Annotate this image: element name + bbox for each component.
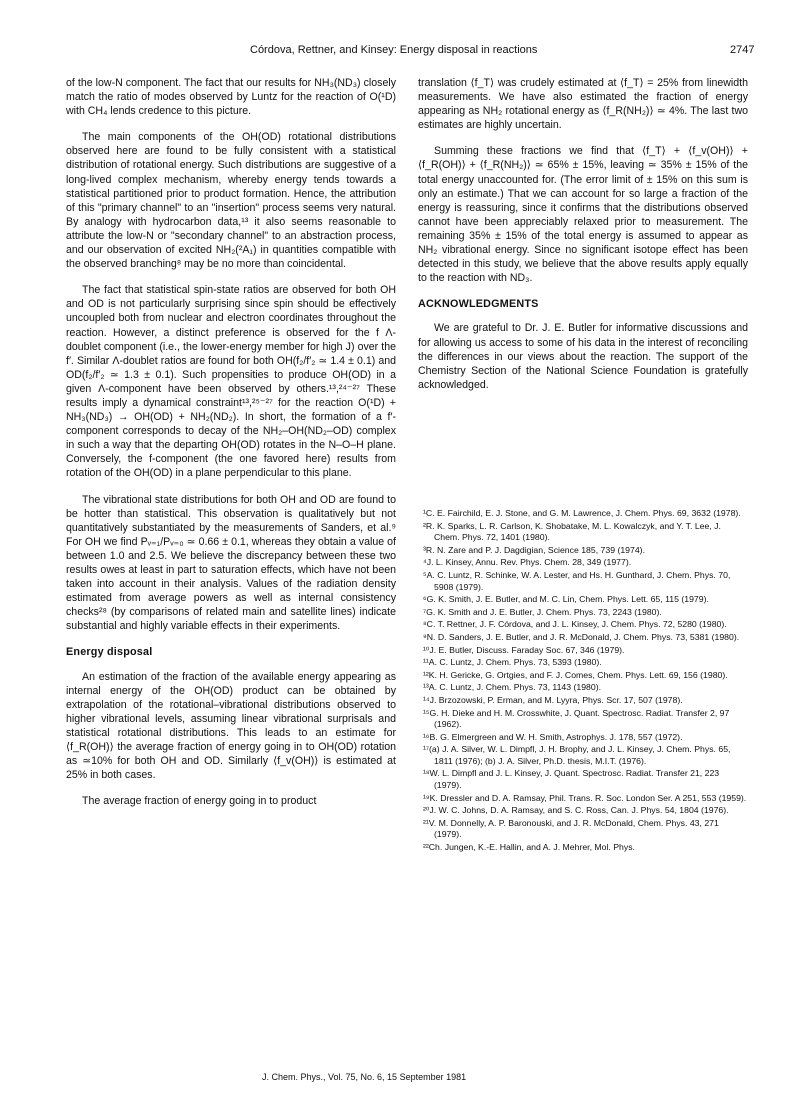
paragraph: The average fraction of energy going in to product (82, 795, 317, 808)
reference-item: ²⁰J. W. C. Johns, D. A. Ramsay, and S. C. Ross, Can. J. Phys. 54, 1804 (1976). (423, 805, 729, 816)
reference-item: ⁹N. D. Sanders, J. E. Butler, and J. R. McDonald, J. Chem. Phys. 73, 5381 (1980). (423, 631, 740, 642)
left-column (66, 76, 396, 820)
reference-item: ¹C. E. Fairchild, E. J. Stone, and G. M. Lawrence, J. Chem. Phys. 69, 3632 (1978). (423, 508, 741, 518)
reference-list (418, 508, 748, 855)
reference-item: ¹⁹K. Dressler and D. A. Ramsay, Phil. Trans. R. Soc. London Ser. A 251, 553 (1959). (423, 792, 747, 803)
running-head: Córdova, Rettner, and Kinsey: Energy disposal in reactions (250, 44, 538, 56)
reference-item: ⁶G. K. Smith, J. E. Butler, and M. C. Lin, Chem. Phys. Lett. 65, 115 (1979). (423, 594, 709, 605)
reference-item: ⁸C. T. Rettner, J. F. Córdova, and J. L. Kinsey, J. Chem. Phys. 72, 5280 (1980). (423, 619, 727, 630)
reference-item: ⁴J. L. Kinsey, Annu. Rev. Phys. Chem. 28, 349 (1977). (423, 557, 632, 568)
reference-item: ¹⁴J. Brzozowski, P. Erman, and M. Lyyra, Phys. Scr. 17, 507 (1978). (423, 694, 683, 705)
page-number: 2747 (730, 44, 755, 56)
section-heading: Energy disposal (66, 646, 153, 659)
reference-item: ¹⁷(a) J. A. Silver, W. L. Dimpfl, J. H. Brophy, and J. L. Kinsey, J. Chem. Phys. 65, 1811 (1976); (b) J. A. Silver, Ph.D. thesis, M.I.T. (1976). (423, 744, 731, 766)
paragraph: The main components of the OH(OD) rotational distributions observed here are found to be fully consistent with a statistical distribution of rotational energy. Such distributions are suggestive of a long-lived complex mechanism, whereby energy tends towards a statistical partitioned prior to product formation. Hence, the attribution of this "primary channel" to an "insertion" process seems very natural. By analogy with hydrocarbon data,¹³ it also seems reasonable to attribute the low-N or "secondary channel" to an abstraction process, and our observation of excited NH₂(²A₁) in quantities compatible with the observed branching⁸ may be no more than coincidental. (66, 131, 396, 271)
reference-item: ⁵A. C. Luntz, R. Schinke, W. A. Lester, and Hs. H. Gunthard, J. Chem. Phys. 70, 5908 (1979). (423, 569, 731, 592)
reference-item: ²²Ch. Jungen, K.-E. Hallin, and A. J. Mehrer, Mol. Phys. (423, 842, 635, 853)
section-heading: ACKNOWLEDGMENTS (418, 298, 539, 311)
journal-citation: J. Chem. Phys., Vol. 75, No. 6, 15 September 1981 (262, 1072, 467, 1082)
reference-item: ²¹V. M. Donnelly, A. P. Baronouski, and J. R. McDonald, Chem. Phys. 43, 271 (1979). (423, 817, 719, 840)
paragraph: We are grateful to Dr. J. E. Butler for informative discussions and for allowing us access to some of his data in the interest of reconciling the differences in our views about the reaction. The support of the Chemistry Section of the National Science Foundation is gratefully acknowledged. (418, 322, 748, 391)
reference-item: ¹⁶B. G. Elmergreen and W. H. Smith, Astrophys. J. 178, 557 (1972). (423, 731, 683, 742)
reference-item: ⁷G. K. Smith and J. E. Butler, J. Chem. Phys. 73, 2243 (1980). (423, 606, 662, 617)
reference-item: ²R. K. Sparks, L. R. Carlson, K. Shobatake, M. L. Kowalczyk, and Y. T. Lee, J. Chem. Phys. 72, 1401 (1980). (423, 520, 721, 543)
paragraph: Summing these fractions we find that ⟨f_T⟩ + ⟨f_v(OH)⟩ + ⟨f_R(OH)⟩ + ⟨f_R(NH₂)⟩ ≃ 65% ± 15%, leaving ≃ 35% ± 15% of the total energy unaccounted for. (The error limit of ± 15% on this sum is only an estimate.) That we can account for so large a fraction of the energy is reassuring, since it confirms that the distributions observed cannot have been appreciably relaxed prior to measurement. The remaining 35% ± 15% of the total energy is assumed to appear as NH₂ vibrational energy. Since no significant isotope effect has been detected in this study, we believe that the above results apply equally to the reaction with ND₃. (418, 145, 748, 285)
page-header (0, 44, 812, 62)
reference-item: ¹¹A. C. Luntz, J. Chem. Phys. 73, 5393 (1980). (423, 657, 602, 668)
paragraph: of the low-N component. The fact that our results for NH₃(ND₃) closely match the ratio of modes observed by Luntz for the reaction of O(¹D) with CH₄ lends credence to this picture. (66, 77, 396, 118)
paragraph: translation ⟨f_T⟩ was crudely estimated at ⟨f_T⟩ = 25% from linewidth measurements. We have also estimated the fraction of energy appearing as NH₂ rotational energy as ⟨f_R(NH₂)⟩ ≃ 4%. The last two estimates are highly uncertain. (418, 77, 748, 132)
reference-item: ³R. N. Zare and P. J. Dagdigian, Science 185, 739 (1974). (423, 544, 645, 555)
reference-item: ¹⁰J. E. Butler, Discuss. Faraday Soc. 67, 346 (1979). (423, 644, 625, 655)
reference-item: ¹²K. H. Gericke, G. Ortgies, and F. J. Comes, Chem. Phys. Lett. 69, 156 (1980). (423, 669, 728, 680)
paragraph: The fact that statistical spin-state ratios are observed for both OH and OD is not particularly surprising since spin should be effectively uncoupled both from nuclear and electron coordinates throughout the reaction. However, a distinct preference is observed for the f Λ-doublet component (i.e., the lower-energy member for high J) over the f′. Similar Λ-doublet ratios are found for both OH(f₂/f′₂ ≃ 1.4 ± 0.1) and OD(f₂/f′₂ ≃ 1.3 ± 0.1). Such propensities to produce OH(OD) in a given Λ-component have been observed by others.¹³,²⁴⁻²⁷ These results imply a dynamical constraint¹³,²⁵⁻²⁷ for the reaction O(¹D) + NH₃(ND₃) → OH(OD) + NH₂(ND₂). In short, the formation of a f′-component corresponds to decay of the NH₂–OH(ND₂–OD) complex in such a way that the departing OH(OD) rotates in the N–O–H plane. Conversely, the f-component (the one favored here) results from rotation of the OH(OD) in a plane perpendicular to this plane. (66, 284, 396, 480)
reference-item: ¹⁸W. L. Dimpfl and J. L. Kinsey, J. Quant. Spectrosc. Radiat. Transfer 21, 223 (1979). (423, 768, 720, 791)
paragraph: The vibrational state distributions for both OH and OD are found to be hotter than statistical. This observation is qualitatively but not quantitatively substantiated by the measurements of Sanders, et al.⁹ For OH we find Pᵥ₌₁/Pᵥ₌₀ ≃ 0.66 ± 0.1, whereas they obtain a value of between 1.0 and 2.5. We believe the discrepancy between these two results owes at least in part to saturation effects, which have not been taken into account in their analysis. Values of the radiation density estimated from average powers as well as internal consistency checks²⁸ (by comparisons of related main and satellite lines) indicate substantial and highly variable effects in their experiments. (66, 493, 396, 633)
reference-item: ¹³A. C. Luntz, J. Chem. Phys. 73, 1143 (1980). (423, 682, 602, 693)
reference-item: ¹⁵G. H. Dieke and H. M. Crosswhite, J. Quant. Spectrosc. Radiat. Transfer 2, 97 (1962). (423, 707, 730, 730)
right-column (418, 76, 748, 404)
paragraph: An estimation of the fraction of the available energy appearing as internal energy of the OH(OD) product can be obtained by extrapolation of the rotational–vibrational distributions observed to higher vibrational levels, assuming linear vibrational surprisals and statistical rotational distributions. This leads to an estimate for ⟨f_R(OH)⟩ the average fraction of energy going in to OH(OD) rotation as ≃10% for both OH and OD. Similarly ⟨f_v(OH)⟩ is estimated at 25% in both cases. (66, 670, 396, 782)
